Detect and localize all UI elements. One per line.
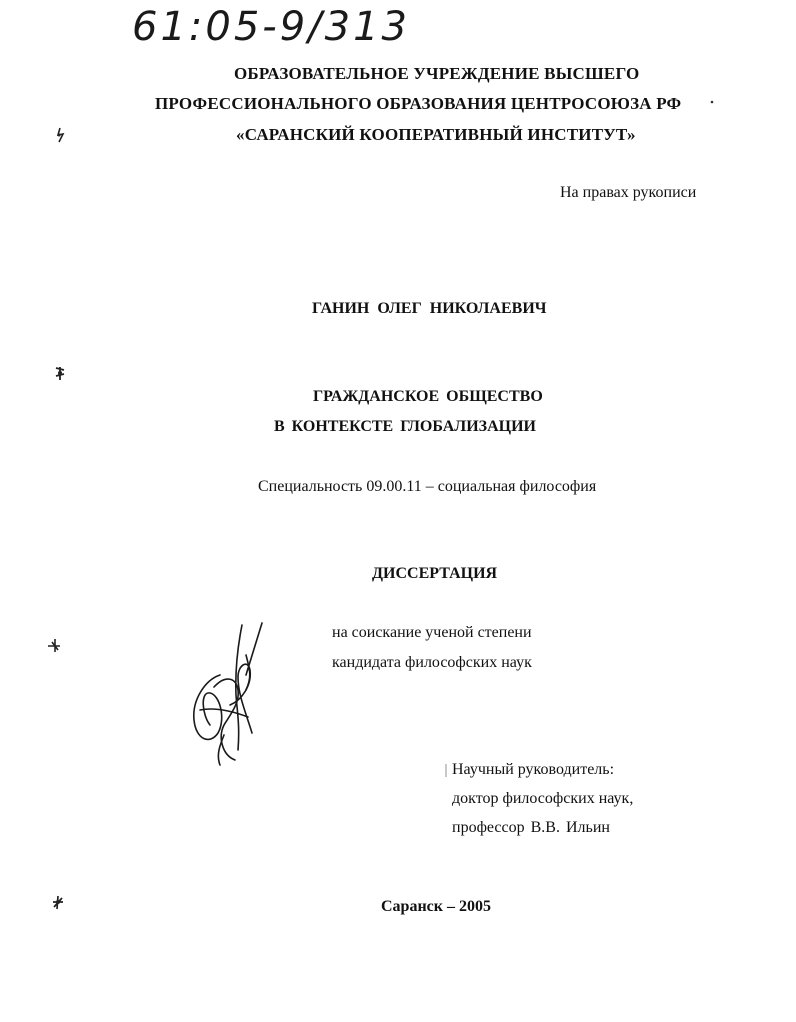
- scan-mark-icon: [52, 364, 68, 384]
- specialty: Специальность 09.00.11 – социальная философия: [258, 478, 597, 495]
- institution-line-2: ПРОФЕССИОНАЛЬНОГО ОБРАЗОВАНИЯ ЦЕНТРОСОЮЗА РФ: [155, 94, 682, 113]
- dissertation-title-line-1: ГРАЖДАНСКОЕ ОБЩЕСТВО: [313, 388, 543, 405]
- advisor-name: профессор В.В. Ильин: [452, 819, 610, 836]
- scan-dot-icon: [443, 763, 449, 779]
- city-year: Саранск – 2005: [381, 898, 491, 915]
- institution-line-3: «САРАНСКИЙ КООПЕРАТИВНЫЙ ИНСТИТУТ»: [236, 125, 636, 144]
- scan-mark-icon: [46, 636, 64, 654]
- degree-line-2: кандидата философских наук: [332, 654, 532, 671]
- advisor-degree: доктор философских наук,: [452, 790, 634, 807]
- handwritten-archive-code: 61:05-9/313: [132, 4, 410, 50]
- scan-dot-icon: [708, 98, 716, 106]
- author-name: ГАНИН ОЛЕГ НИКОЛАЕВИЧ: [312, 300, 547, 317]
- degree-line-1: на соискание ученой степени: [332, 624, 532, 641]
- document-type: ДИССЕРТАЦИЯ: [372, 565, 498, 582]
- institution-line-1: ОБРАЗОВАТЕЛЬНОЕ УЧРЕЖДЕНИЕ ВЫСШЕГО: [234, 64, 640, 83]
- scan-mark-icon: [50, 894, 66, 912]
- advisor-label: Научный руководитель:: [452, 761, 615, 778]
- signature-icon: [180, 615, 290, 775]
- manuscript-rights: На правах рукописи: [560, 184, 697, 201]
- dissertation-title-line-2: В КОНТЕКСТЕ ГЛОБАЛИЗАЦИИ: [274, 418, 536, 435]
- scan-mark-icon: [52, 126, 68, 144]
